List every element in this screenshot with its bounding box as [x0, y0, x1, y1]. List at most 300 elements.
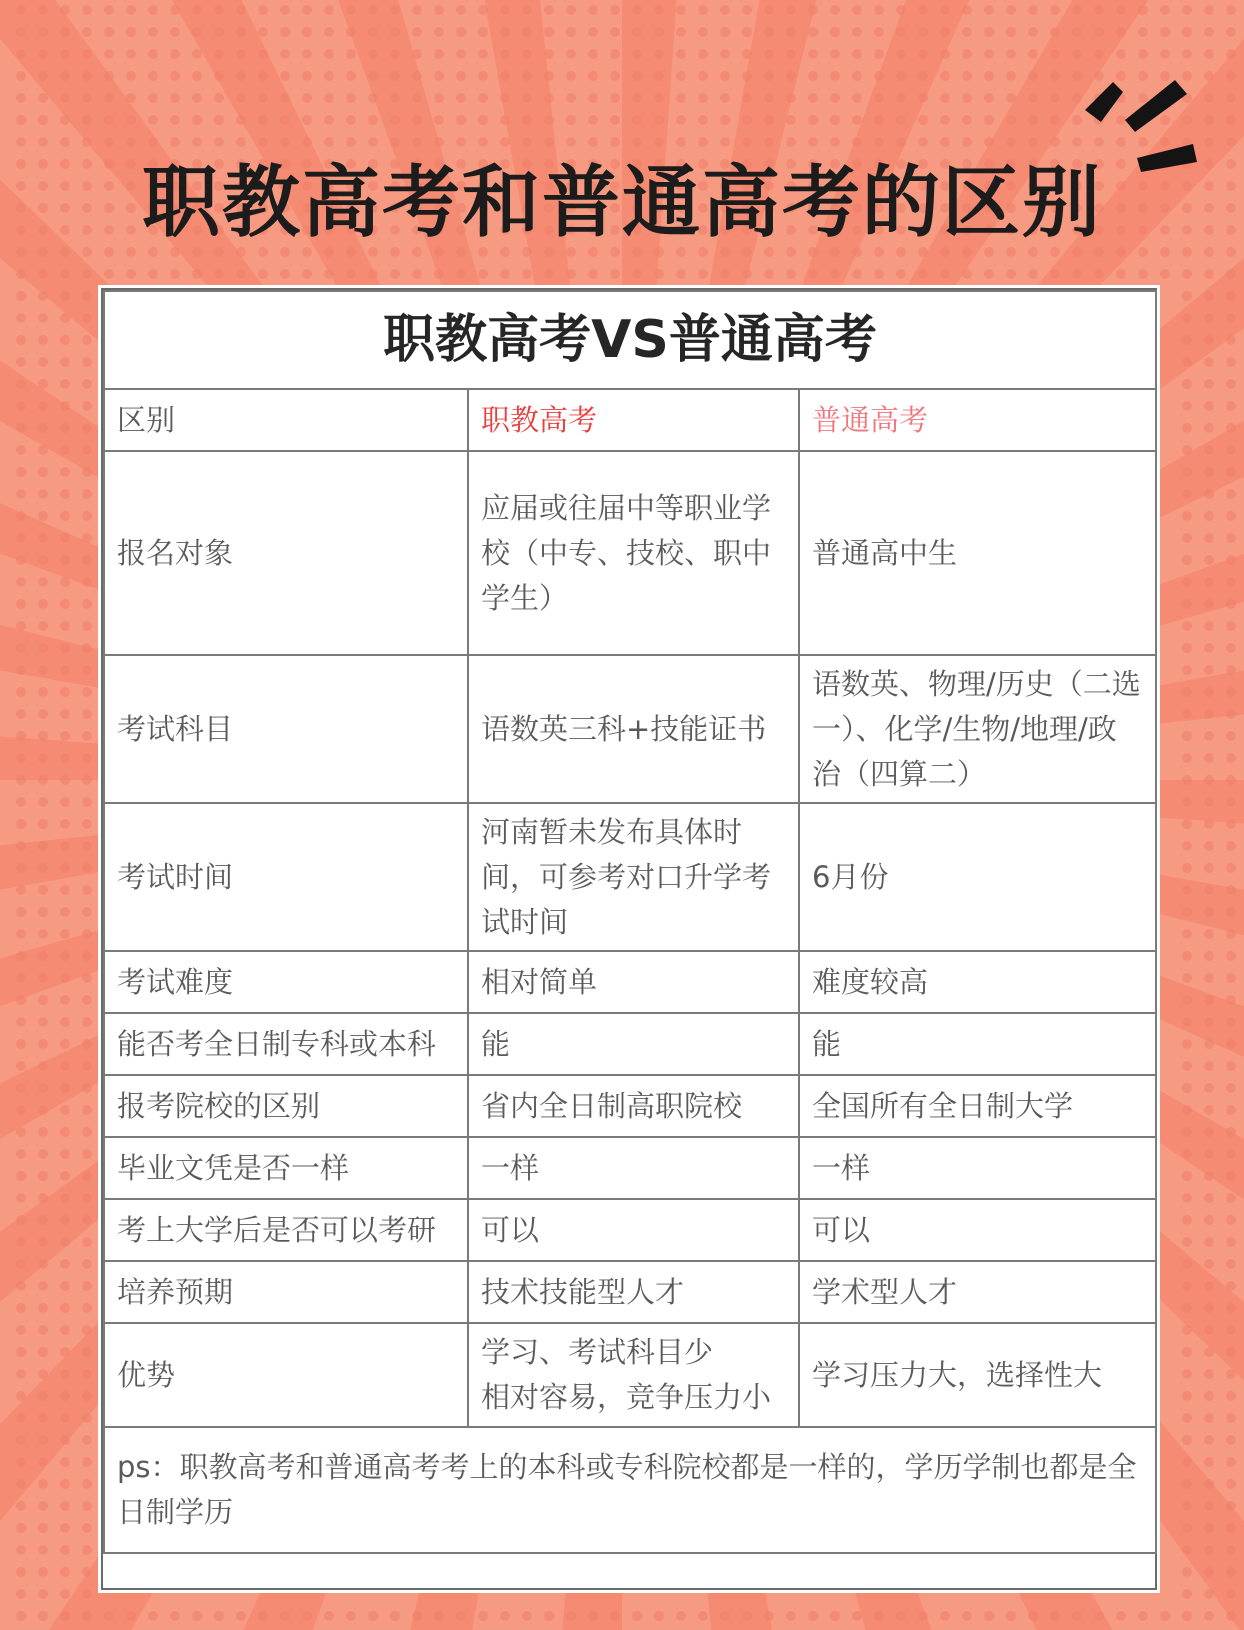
background-dot — [38, 1457, 48, 1467]
background-dot — [742, 5, 752, 15]
background-dot — [698, 115, 708, 125]
background-dot — [566, 1611, 576, 1621]
background-dot — [1204, 1171, 1214, 1181]
background-dot — [60, 1237, 70, 1247]
background-dot — [1182, 885, 1192, 895]
background-dot — [1182, 775, 1192, 785]
background-dot — [1226, 1567, 1236, 1577]
background-dot — [698, 269, 708, 279]
background-dot — [38, 401, 48, 411]
background-dot — [280, 1611, 290, 1621]
background-dot — [1182, 467, 1192, 477]
background-dot — [588, 49, 598, 59]
background-dot — [60, 907, 70, 917]
background-dot — [16, 291, 26, 301]
background-dot — [38, 1281, 48, 1291]
background-dot — [1226, 973, 1236, 983]
background-dot — [1182, 1435, 1192, 1445]
background-dot — [170, 115, 180, 125]
background-dot — [610, 49, 620, 59]
background-dot — [808, 115, 818, 125]
background-dot — [82, 357, 92, 367]
background-dot — [38, 27, 48, 37]
background-dot — [852, 49, 862, 59]
background-dot — [786, 93, 796, 103]
background-dot — [82, 929, 92, 939]
background-dot — [104, 27, 114, 37]
background-dot — [38, 269, 48, 279]
background-dot — [82, 1017, 92, 1027]
background-dot — [126, 115, 136, 125]
background-dot — [16, 753, 26, 763]
background-dot — [852, 27, 862, 37]
background-dot — [1006, 71, 1016, 81]
background-dot — [1226, 357, 1236, 367]
background-dot — [478, 71, 488, 81]
background-dot — [698, 27, 708, 37]
background-dot — [742, 93, 752, 103]
background-dot — [214, 5, 224, 15]
table-title-row — [104, 291, 1156, 389]
note-row — [104, 1427, 1156, 1553]
background-dot — [60, 467, 70, 477]
vocational-exam-cell: 学习、考试科目少 相对容易，竞争压力小 — [468, 1323, 799, 1427]
background-dot — [1226, 885, 1236, 895]
background-dot — [82, 995, 92, 1005]
background-dot — [82, 819, 92, 829]
background-dot — [82, 841, 92, 851]
background-dot — [1006, 49, 1016, 59]
background-dot — [720, 93, 730, 103]
background-dot — [1028, 115, 1038, 125]
background-dot — [1204, 1457, 1214, 1467]
background-dot — [698, 49, 708, 59]
background-dot — [1204, 555, 1214, 565]
background-dot — [1226, 907, 1236, 917]
background-dot — [16, 1369, 26, 1379]
background-dot — [38, 1303, 48, 1313]
background-dot — [720, 5, 730, 15]
background-dot — [1204, 357, 1214, 367]
background-dot — [1138, 1611, 1148, 1621]
background-dot — [82, 1589, 92, 1599]
background-dot — [60, 1017, 70, 1027]
background-dot — [1226, 1171, 1236, 1181]
table-title: 职教高考VS普通高考 — [104, 291, 1156, 389]
background-dot — [1182, 819, 1192, 829]
background-dot — [38, 335, 48, 345]
background-dot — [940, 1611, 950, 1621]
background-dot — [302, 5, 312, 15]
background-dot — [654, 115, 664, 125]
background-dot — [16, 467, 26, 477]
background-dot — [346, 27, 356, 37]
background-dot — [1226, 1523, 1236, 1533]
background-dot — [1182, 1589, 1192, 1599]
background-dot — [1204, 1105, 1214, 1115]
background-dot — [16, 1545, 26, 1555]
background-dot — [1204, 401, 1214, 411]
background-dot — [1226, 863, 1236, 873]
background-dot — [676, 49, 686, 59]
background-dot — [566, 5, 576, 15]
background-dot — [478, 115, 488, 125]
background-dot — [368, 93, 378, 103]
background-dot — [1204, 687, 1214, 697]
background-dot — [1182, 907, 1192, 917]
background-dot — [148, 115, 158, 125]
background-dot — [1182, 445, 1192, 455]
background-dot — [60, 269, 70, 279]
background-dot — [390, 71, 400, 81]
background-dot — [698, 93, 708, 103]
background-dot — [1226, 1369, 1236, 1379]
background-dot — [16, 1149, 26, 1159]
background-dot — [38, 71, 48, 81]
background-dot — [1182, 1127, 1192, 1137]
background-dot — [60, 1435, 70, 1445]
background-dot — [478, 5, 488, 15]
background-dot — [632, 71, 642, 81]
background-dot — [368, 115, 378, 125]
background-dot — [60, 313, 70, 323]
background-dot — [1226, 775, 1236, 785]
background-dot — [60, 1281, 70, 1291]
background-dot — [566, 115, 576, 125]
background-dot — [38, 819, 48, 829]
background-dot — [16, 71, 26, 81]
background-dot — [1204, 489, 1214, 499]
background-dot — [984, 49, 994, 59]
background-dot — [60, 115, 70, 125]
background-dot — [1182, 643, 1192, 653]
background-dot — [742, 71, 752, 81]
background-dot — [60, 929, 70, 939]
background-dot — [148, 269, 158, 279]
background-dot — [522, 93, 532, 103]
background-dot — [38, 1391, 48, 1401]
background-dot — [82, 533, 92, 543]
background-dot — [1226, 599, 1236, 609]
background-dot — [742, 49, 752, 59]
background-dot — [1226, 269, 1236, 279]
background-dot — [38, 1369, 48, 1379]
background-dot — [38, 797, 48, 807]
background-dot — [1226, 1391, 1236, 1401]
background-dot — [1094, 27, 1104, 37]
background-dot — [60, 1523, 70, 1533]
background-dot — [104, 269, 114, 279]
row-label-cell: 报考院校的区别 — [104, 1075, 468, 1137]
background-dot — [1204, 885, 1214, 895]
background-dot — [192, 115, 202, 125]
background-dot — [1226, 841, 1236, 851]
background-dot — [434, 115, 444, 125]
background-dot — [588, 1611, 598, 1621]
background-dot — [82, 401, 92, 411]
background-dot — [236, 269, 246, 279]
background-dot — [654, 269, 664, 279]
background-dot — [60, 511, 70, 521]
background-dot — [38, 1611, 48, 1621]
background-dot — [1182, 1347, 1192, 1357]
background-dot — [82, 1545, 92, 1555]
background-dot — [1226, 1017, 1236, 1027]
background-dot — [896, 49, 906, 59]
background-dot — [434, 269, 444, 279]
background-dot — [82, 599, 92, 609]
background-dot — [82, 863, 92, 873]
background-dot — [38, 1325, 48, 1335]
background-dot — [16, 1039, 26, 1049]
background-dot — [16, 1611, 26, 1621]
background-dot — [16, 1501, 26, 1511]
background-dot — [280, 27, 290, 37]
background-dot — [214, 1611, 224, 1621]
background-dot — [60, 863, 70, 873]
background-dot — [500, 269, 510, 279]
background-dot — [456, 269, 466, 279]
background-dot — [38, 1501, 48, 1511]
background-dot — [16, 907, 26, 917]
background-dot — [896, 93, 906, 103]
background-dot — [742, 115, 752, 125]
background-dot — [500, 5, 510, 15]
background-dot — [148, 1611, 158, 1621]
background-dot — [1050, 5, 1060, 15]
background-dot — [82, 71, 92, 81]
background-dot — [82, 665, 92, 675]
background-dot — [126, 27, 136, 37]
background-dot — [412, 5, 422, 15]
background-dot — [1204, 445, 1214, 455]
background-dot — [1204, 1281, 1214, 1291]
background-dot — [16, 1325, 26, 1335]
background-dot — [390, 269, 400, 279]
background-dot — [170, 27, 180, 37]
background-dot — [16, 93, 26, 103]
background-dot — [60, 1259, 70, 1269]
background-dot — [478, 27, 488, 37]
background-dot — [82, 335, 92, 345]
background-dot — [60, 1193, 70, 1203]
background-dot — [60, 49, 70, 59]
background-dot — [1204, 1237, 1214, 1247]
background-dot — [38, 1523, 48, 1533]
background-dot — [16, 929, 26, 939]
background-dot — [16, 445, 26, 455]
background-dot — [214, 49, 224, 59]
background-dot — [1138, 27, 1148, 37]
background-dot — [126, 1611, 136, 1621]
general-exam-cell: 语数英、物理/历史（二选一）、化学/生物/地理/政治（四算二） — [799, 655, 1156, 803]
background-dot — [38, 555, 48, 565]
background-dot — [236, 1611, 246, 1621]
background-dot — [1226, 291, 1236, 301]
background-dot — [896, 5, 906, 15]
background-dot — [1204, 973, 1214, 983]
background-dot — [1006, 5, 1016, 15]
vocational-exam-cell: 相对简单 — [468, 951, 799, 1013]
background-dot — [918, 27, 928, 37]
background-dot — [896, 27, 906, 37]
background-dot — [566, 71, 576, 81]
background-dot — [60, 1369, 70, 1379]
background-dot — [1226, 1193, 1236, 1203]
background-dot — [1226, 511, 1236, 521]
background-dot — [522, 1611, 532, 1621]
background-dot — [346, 115, 356, 125]
background-dot — [654, 27, 664, 37]
background-dot — [918, 71, 928, 81]
background-dot — [38, 49, 48, 59]
background-dot — [148, 93, 158, 103]
background-dot — [808, 93, 818, 103]
background-dot — [544, 71, 554, 81]
background-dot — [1160, 269, 1170, 279]
background-dot — [1204, 533, 1214, 543]
background-dot — [1006, 93, 1016, 103]
background-dot — [82, 1435, 92, 1445]
background-dot — [1182, 555, 1192, 565]
row-label-cell: 考试难度 — [104, 951, 468, 1013]
background-dot — [1182, 841, 1192, 851]
background-dot — [1226, 1105, 1236, 1115]
background-dot — [82, 555, 92, 565]
background-dot — [16, 555, 26, 565]
background-dot — [82, 1039, 92, 1049]
background-dot — [896, 269, 906, 279]
background-dot — [720, 71, 730, 81]
background-dot — [82, 1083, 92, 1093]
background-dot — [60, 951, 70, 961]
background-dot — [60, 5, 70, 15]
background-dot — [324, 93, 334, 103]
row-label-cell: 考试时间 — [104, 803, 468, 951]
background-dot — [38, 1347, 48, 1357]
background-dot — [38, 775, 48, 785]
background-dot — [1182, 599, 1192, 609]
background-dot — [500, 115, 510, 125]
background-dot — [16, 951, 26, 961]
background-dot — [38, 489, 48, 499]
background-dot — [610, 5, 620, 15]
background-dot — [16, 27, 26, 37]
background-dot — [16, 489, 26, 499]
background-dot — [258, 115, 268, 125]
background-dot — [1204, 621, 1214, 631]
background-dot — [324, 269, 334, 279]
background-dot — [874, 93, 884, 103]
background-dot — [1226, 379, 1236, 389]
background-dot — [38, 1435, 48, 1445]
background-dot — [60, 555, 70, 565]
background-dot — [852, 5, 862, 15]
background-dot — [1204, 1039, 1214, 1049]
background-dot — [60, 599, 70, 609]
background-dot — [16, 995, 26, 1005]
background-dot — [38, 907, 48, 917]
background-dot — [60, 1347, 70, 1357]
background-dot — [60, 445, 70, 455]
background-dot — [38, 885, 48, 895]
background-dot — [302, 71, 312, 81]
background-dot — [1204, 1149, 1214, 1159]
background-dot — [984, 93, 994, 103]
background-dot — [1116, 49, 1126, 59]
background-dot — [874, 115, 884, 125]
background-dot — [676, 1611, 686, 1621]
background-dot — [60, 1611, 70, 1621]
background-dot — [1116, 27, 1126, 37]
background-dot — [236, 93, 246, 103]
background-dot — [1182, 49, 1192, 59]
background-dot — [1226, 115, 1236, 125]
background-dot — [126, 5, 136, 15]
background-dot — [1094, 1611, 1104, 1621]
background-dot — [874, 71, 884, 81]
background-dot — [60, 93, 70, 103]
background-dot — [60, 775, 70, 785]
background-dot — [1182, 929, 1192, 939]
background-dot — [1182, 1017, 1192, 1027]
background-dot — [1182, 533, 1192, 543]
background-dot — [830, 5, 840, 15]
background-dot — [918, 269, 928, 279]
background-dot — [1160, 5, 1170, 15]
background-dot — [1226, 1149, 1236, 1159]
background-dot — [830, 1611, 840, 1621]
background-dot — [1182, 973, 1192, 983]
background-dot — [874, 1611, 884, 1621]
background-dot — [192, 27, 202, 37]
background-dot — [610, 269, 620, 279]
background-dot — [16, 1567, 26, 1577]
background-dot — [38, 973, 48, 983]
background-dot — [38, 1259, 48, 1269]
background-dot — [258, 49, 268, 59]
vocational-exam-cell: 语数英三科+技能证书 — [468, 655, 799, 803]
background-dot — [720, 269, 730, 279]
background-dot — [214, 93, 224, 103]
background-dot — [830, 71, 840, 81]
background-dot — [1204, 951, 1214, 961]
vocational-exam-cell: 技术技能型人才 — [468, 1261, 799, 1323]
background-dot — [940, 5, 950, 15]
background-dot — [1182, 27, 1192, 37]
background-dot — [60, 71, 70, 81]
background-dot — [236, 49, 246, 59]
background-dot — [1182, 1193, 1192, 1203]
background-dot — [60, 1083, 70, 1093]
background-dot — [280, 93, 290, 103]
vocational-exam-cell: 河南暂未发布具体时间，可参考对口升学考试时间 — [468, 803, 799, 951]
background-dot — [16, 269, 26, 279]
background-dot — [60, 27, 70, 37]
background-dot — [16, 973, 26, 983]
background-dot — [1182, 1325, 1192, 1335]
background-dot — [302, 27, 312, 37]
background-dot — [60, 335, 70, 345]
background-dot — [236, 71, 246, 81]
background-dot — [1226, 687, 1236, 697]
background-dot — [38, 1171, 48, 1181]
background-dot — [104, 115, 114, 125]
background-dot — [148, 27, 158, 37]
background-dot — [1226, 5, 1236, 15]
background-dot — [566, 93, 576, 103]
background-dot — [1050, 49, 1060, 59]
